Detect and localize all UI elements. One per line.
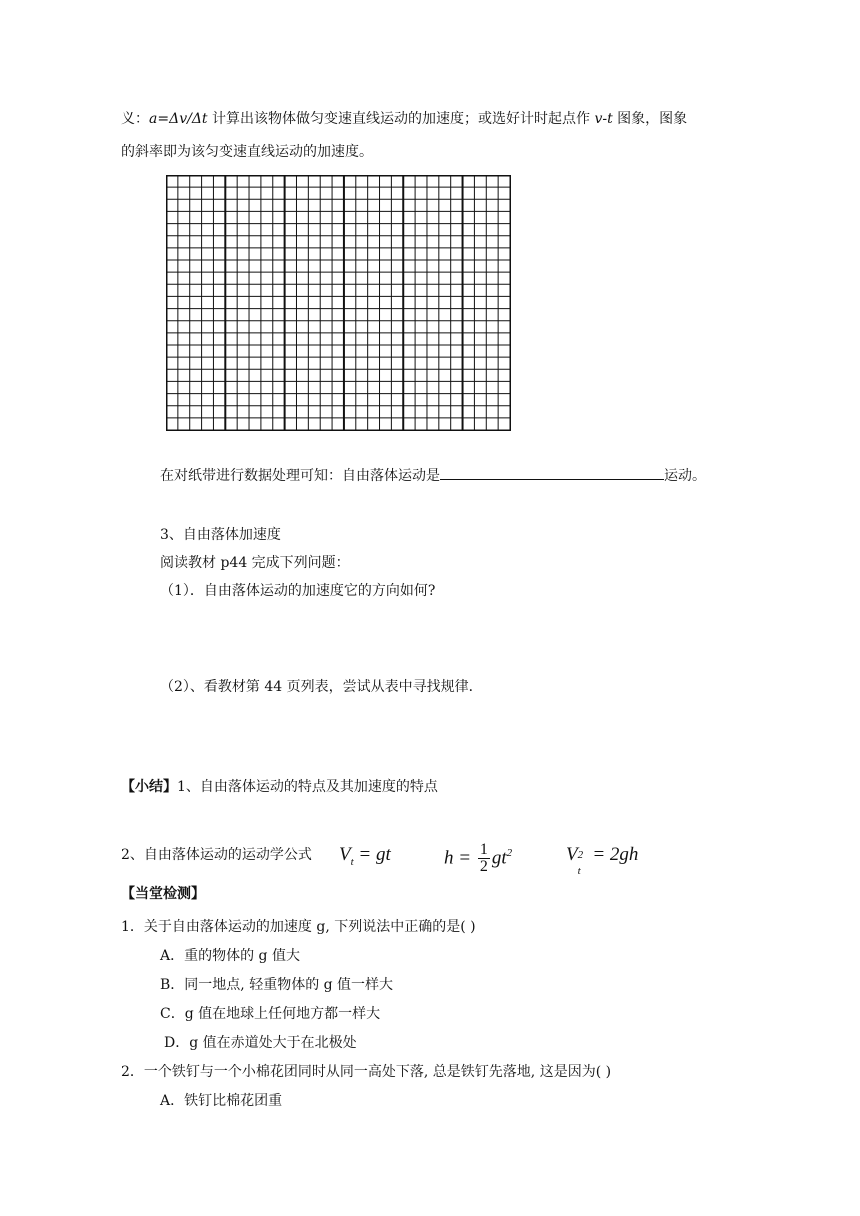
formula-velocity-squared [566,840,639,877]
quiz-heading: 【当堂检测】 [121,886,205,902]
answer-blank[interactable] [440,465,664,480]
vt-label: v-t [594,111,613,127]
intro-line-2: 的斜率即为该匀变速直线运动的加速度。 [121,144,373,160]
formula-height [444,833,512,878]
question-2: （2）、看教材第 44 页列表，尝试从表中寻找规律． [160,679,483,695]
intro-line-1 [121,109,687,129]
question-1: （1）．自由落体运动的加速度它的方向如何? [160,583,436,599]
conclusion-suffix: 运动。 [664,468,706,484]
summary-item-1: 1、自由落体运动的特点及其加速度的特点 [177,779,438,795]
formula-height-rhs: gt [491,847,507,869]
intro-suffix: 图象，图象 [612,111,688,127]
formula-height-sup: 2 [506,847,513,859]
formula-vsq-lhs: V [566,844,578,865]
quiz-q1-option-d[interactable]: D．g 值在赤道处大于在北极处 [164,1035,357,1051]
section-3-heading: 3、自由落体加速度 [160,527,281,543]
quiz-question-2: 2．一个铁钉与一个小棉花团同时从同一高处下落, 总是铁钉先落地, 这是因为( ) [121,1064,612,1080]
summary-line-2 [121,840,312,870]
formula-height-fraction [478,842,490,875]
formula-height-lhs: h = [444,847,476,869]
quiz-q1-option-a[interactable]: A．重的物体的 g 值大 [160,948,300,964]
section-3-instruction: 阅读教材 p44 完成下列问题： [160,555,350,571]
formula-vsq-rhs: = 2gh [587,844,639,865]
fraction-denominator: 2 [479,858,488,876]
formula-velocity-lhs: V [339,844,351,865]
graph-paper-grid [166,175,511,431]
quiz-q1-option-c[interactable]: C．g 值在地球上任何地方都一样大 [160,1006,381,1022]
conclusion-line [160,465,706,486]
quiz-q1-option-b[interactable]: B．同一地点, 轻重物体的 g 值一样大 [160,977,394,993]
summary-label: 【小结】 [121,779,177,795]
formula-vsq-sup: 2 [577,848,584,861]
formula-velocity-sub: t [350,855,354,868]
intro-prefix: 义： [121,111,149,127]
formula-vsq-sub: t [577,864,581,877]
quiz-question-1: 1．关于自由落体运动的加速度 g, 下列说法中正确的是( ) [121,919,476,935]
formula-velocity [339,840,391,877]
summary-item-2: 2、自由落体运动的运动学公式 [121,847,312,863]
fraction-numerator: 1 [479,841,488,859]
formula-velocity-rhs: = gt [353,844,391,865]
formula-vsq-scripts [577,846,588,877]
grid-border [167,176,511,431]
intro-middle: 计算出该物体做匀变速直线运动的加速度；或选好计时起点作 [207,111,595,127]
acceleration-formula: a=Δv/Δt [149,111,208,127]
quiz-q2-option-a[interactable]: A．铁钉比棉花团重 [160,1093,283,1109]
summary-line-1 [121,777,438,797]
conclusion-text: 在对纸带进行数据处理可知：自由落体运动是 [160,468,440,484]
